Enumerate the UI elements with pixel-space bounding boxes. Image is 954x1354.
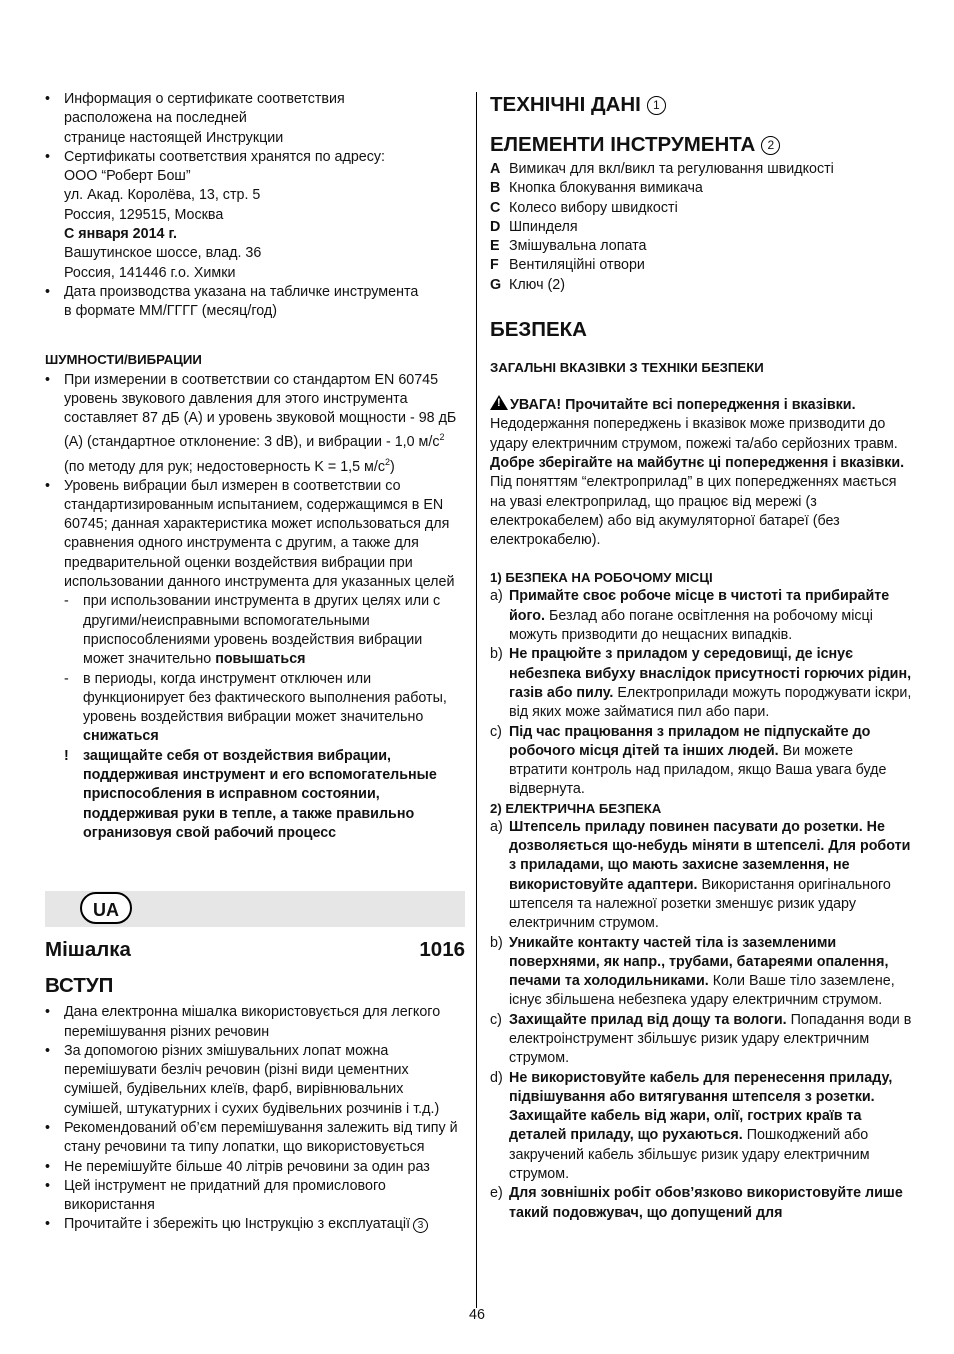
language-bar (45, 891, 465, 927)
figure-ref-icon: 3 (413, 1218, 428, 1233)
list-item: B Кнопка блокування вимикача (490, 180, 703, 197)
list-item: ! защищайте себя от воздействия вибрации, поддерживая инструмент и его вспомогательные приспособления в исправном состоянии, поддерживая руки в тепле, а также правильно огранизовуя свой рабочий процесс (64, 747, 437, 841)
list-item: G Ключ (2) (490, 276, 565, 293)
list-item: b) Не працюйте з приладом у середовищі, де існує небезпека вибуху внаслідок присутності горючих рідин, газів або пилу. Електроприлади можуть породжувати іскри, від яких може займатися пил або пари. (490, 646, 912, 721)
right-column (490, 90, 912, 1223)
list-item: • При измерении в соответствии со стандартом EN 60745 уровень звукового давления для этого инструмента составляет 87 дБ (A) и уровень звуковой мощности - 98 дБ (A) (стандартное отклонение: 3 dB), и вибрации - 1,0 $м/с^2$ (по методу для рук; недостоверность K = 1,5 $м/с^2$) (45, 371, 465, 477)
list-item: • Сертификаты соответствия хранятся по адресу: ООО “Роберт Бош” ул. Акад. Королёва, 13, стр. 5 Россия, 129515, Москва С января 2014 г. Вашутинское шоссе, влад. 36 Россия, 141446 г.о. Химки (45, 148, 465, 283)
list-item: F Вентиляційні отвори (490, 257, 645, 274)
list-item: • Рекомендований об’єм перемішування залежить від типу й стану речовини та типу лопатки, що використовується (45, 1119, 465, 1158)
product-title: Мішалка (45, 938, 131, 962)
general-safety-title: ЗАГАЛЬНІ ВКАЗІВКИ З ТЕХНІКИ БЕЗПЕКИ (490, 360, 764, 376)
column-divider (476, 92, 477, 1308)
electrical-safety-title: 2) ЕЛЕКТРИЧНА БЕЗПЕКА (490, 800, 662, 816)
list-item: • Уровень вибрации был измерен в соответствии со стандартизированным испытанием, содержащимся в EN 60745; данная характеристика может использоваться для сравнения одного инструмента с другим, а также для предварительной оценки воздействия вибрации при использовании данного инструмента для указанных целей - при использовании инструмента в других целях или с другими/неисправными вспомогательными приспособлениями уровень воздействия вибрации может значительно повышаться - в периоды, когда инструмент отключен или функционирует без фактического выполнения работы, уровень воздействия вибрации может значительно снижаться ! защищайте себя от воздействия вибрации, поддерживая инструмент и его вспомогательные приспособления в исправном состоянии, поддерживая руки в тепле, а также правильно огранизовуя свой рабочий процесс (45, 477, 465, 844)
list-item: b) Уникайте контакту частей тіла із заземленими поверхнями, як напр., трубами, батареями опалення, печами та холодильниками. Коли Ваше тіло заземлене, існує збільшена небезпека удару електричним струмом. (490, 934, 895, 1009)
vibration-sublist (64, 592, 465, 843)
elements-title: ЕЛЕМЕНТИ ІНСТРУМЕНТА 2 (490, 132, 912, 158)
product-header (45, 937, 465, 963)
work-area-safety-list (490, 587, 912, 799)
list-item: C Колесо вибору швидкості (490, 199, 678, 216)
work-area-safety-title: 1) БЕЗПЕКА НА РОБОЧОМУ МІСЦІ (490, 570, 713, 586)
page-number: 46 (469, 1307, 485, 1323)
list-item: • Информация о сертификате соответствия расположена на последней странице настоящей Инструкции (45, 90, 465, 148)
intro-title: ВСТУП (45, 974, 114, 998)
list-item: - при использовании инструмента в других целях или с другими/неисправными вспомогательными приспособлениями уровень воздействия вибрации может значительно повышаться (64, 593, 441, 668)
list-item: • Не перемішуйте більше 40 літрів речовини за один раз (45, 1158, 465, 1177)
left-column (45, 90, 465, 1235)
list-item: E Змішувальна лопата (490, 238, 647, 255)
safety-title: БЕЗПЕКА (490, 318, 587, 342)
figure-ref-icon: 2 (761, 136, 780, 155)
cert-info-list (45, 90, 465, 322)
general-warning: !УВАГА! Прочитайте всі попередження і вказівки. Недодержання попереджень і вказівок може призводити до удару електричним струмом, пожежі та/або серйозних травм. Добре зберігайте на майбутнє ці попередження і вказівки. Під поняттям “електроприлад” в цих попередженнях мається на увазі електроприлад, що працює від мережі (з електрокабелем) або від акумуляторної батареї (без електрокабелю). (490, 395, 912, 550)
intro-list (45, 1003, 465, 1235)
warning-icon (490, 395, 508, 410)
electrical-safety-list (490, 818, 912, 1223)
list-item: A Вимикач для вкл/викл та регулювання швидкості (490, 161, 834, 177)
tech-data-title: ТЕХНІЧНІ ДАНІ 1 (490, 92, 912, 118)
list-item: • Цей інструмент не придатний для промислового використання (45, 1177, 465, 1216)
list-item: e) Для зовнішніх робіт обов’язково використовуйте лише такий подовжувач, що допущений для (490, 1185, 903, 1221)
list-item: a) Примайте своє робоче місце в чистоті та прибирайте його. Безлад або погане освітлення на робочому місці можуть призводити до нещасних випадків. (490, 588, 890, 644)
noise-section-title: ШУМНОСТИ/ВИБРАЦИИ (45, 351, 202, 367)
components-list (490, 160, 912, 295)
list-item: c) Під час працювання з приладом не підпускайте до робочого місця дітей та інших людей. Ви можете втратити контроль над приладом, якщо Ваша увага буде відвернута. (490, 723, 887, 798)
noise-list (45, 371, 465, 844)
list-item: • За допомогою різних змішувальних лопат можна перемішувати безліч речовин (різні види цементних сумішей, будівельних клеїв, фарб, вирівнювальних сумішей, штукатурних і сухих будівельних розчинів і т.д.) (45, 1042, 465, 1119)
list-item: • Прочитайте і збережіть цю Інструкцію з експлуатації 3 (45, 1215, 465, 1234)
list-item: c) Захищайте прилад від дощу та вологи. Попадання води в електроінструмент збільшує ризик удару електричним струмом. (490, 1011, 912, 1067)
list-item: D Шпинделя (490, 218, 578, 235)
list-item: a) Штепсель приладу повинен пасувати до розетки. Не дозволяється що-небудь міняти в штепселі. Для роботи з приладами, що мають захисне заземлення, не використовуйте адаптери. Використання оригінального штепселя та належної розетки зменшує ризик удару електричним струмом. (490, 818, 911, 932)
product-number: 1016 (419, 938, 465, 962)
list-item: - в периоды, когда инструмент отключен или функционирует без фактического выполнения работы, уровень воздействия вибрации может значительно снижаться (64, 670, 447, 745)
list-item: • Дата производства указана на табличке инструмента в формате ММ/ГГГГ (месяц/год) (45, 283, 465, 322)
list-item: • Дана електронна мішалка використовується для легкого перемішування різних речовин (45, 1003, 465, 1042)
figure-ref-icon: 1 (647, 96, 666, 115)
list-item: d) Не використовуйте кабель для перенесення приладу, підвішування або витягування штепселя з розетки. Захищайте кабель від жари, олії, гострих країв та деталей приладу, що рухаються. Пошкоджений або закручений кабель збільшує ризик удару електричним струмом. (490, 1069, 893, 1183)
language-badge: UA (80, 892, 132, 924)
